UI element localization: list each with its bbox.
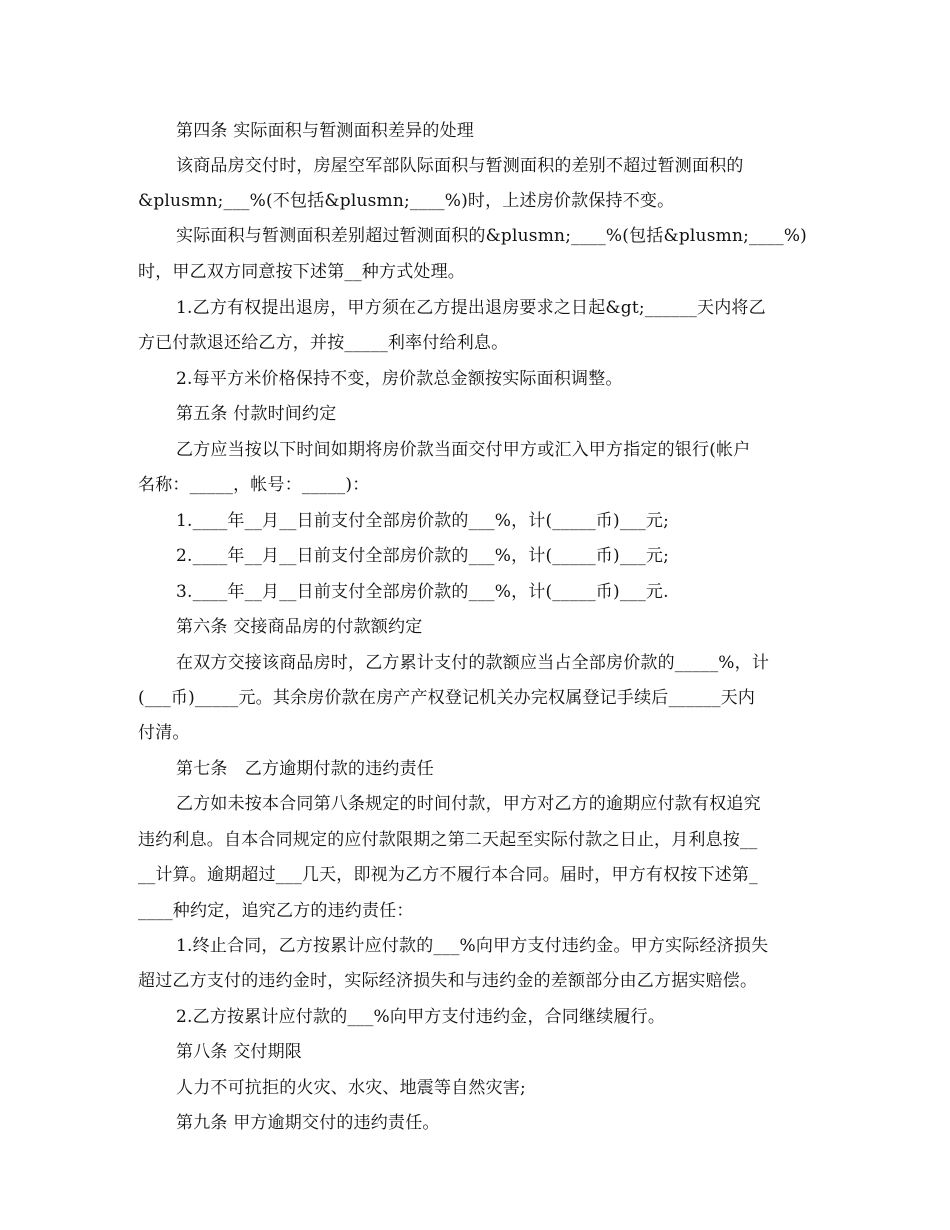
- paragraph-line: __计算。逾期超过___几天，即视为乙方不履行本合同。届时，甲方有权按下述第_: [138, 865, 758, 885]
- section-heading-article-5: 第五条 付款时间约定: [176, 404, 337, 424]
- section-heading-article-9: 第九条 甲方逾期交付的违约责任。: [176, 1113, 440, 1133]
- paragraph-line: 在双方交接该商品房时，乙方累计支付的款额应当占全部房价款的_____%，计: [176, 653, 770, 673]
- section-heading-article-7: 第七条 乙方逾期付款的违约责任: [176, 759, 434, 779]
- paragraph-line: 该商品房交付时，房屋空军部队际面积与暂测面积的差别不超过暂测面积的: [176, 156, 744, 176]
- list-item: 3.____年__月__日前支付全部房价款的___%，计(_____币)___元.: [176, 582, 669, 602]
- paragraph-line: &plusmn;___%(不包括&plusmn;____%)时，上述房价款保持不变。: [138, 191, 675, 211]
- list-item: 1.乙方有权提出退房，甲方须在乙方提出退房要求之日起&gt;______天内将乙: [176, 298, 766, 318]
- paragraph-line: 人力不可抗拒的火灾、水灾、地震等自然灾害;: [176, 1078, 526, 1098]
- paragraph-line: (___币)_____元。其余房价款在房产产权登记机关办完权属登记手续后______天内: [138, 688, 756, 708]
- list-item: 2.____年__月__日前支付全部房价款的___%，计(_____币)___元;: [176, 546, 670, 566]
- paragraph-line: 实际面积与暂测面积差别超过暂测面积的&plusmn;____%(包括&plusmn;____%): [176, 226, 808, 246]
- list-item: 1.____年__月__日前支付全部房价款的___%，计(_____币)___元;: [176, 511, 670, 531]
- paragraph-line: 付清。: [138, 723, 190, 743]
- section-heading-article-8: 第八条 交付期限: [176, 1042, 303, 1062]
- list-item: 1.终止合同，乙方按累计应付款的___%向甲方支付违约金。甲方实际经济损失: [176, 936, 769, 956]
- paragraph-line: 违约利息。自本合同规定的应付款限期之第二天起至实际付款之日止，月利息按__: [138, 830, 758, 850]
- paragraph-line: 超过乙方支付的违约金时，实际经济损失和与违约金的差额部分由乙方据实赔偿。: [138, 971, 758, 991]
- section-heading-article-4: 第四条 实际面积与暂测面积差异的处理: [176, 121, 475, 141]
- section-heading-article-6: 第六条 交接商品房的付款额约定: [176, 617, 423, 637]
- paragraph-line: 方已付款退还给乙方，并按_____利率付给利息。: [138, 333, 509, 353]
- list-item: 2.每平方米价格保持不变，房价款总金额按实际面积调整。: [176, 369, 623, 389]
- paragraph-line: 名称：_____，帐号：_____)：: [138, 475, 370, 495]
- paragraph-line: 乙方如未按本合同第八条规定的时间付款，甲方对乙方的逾期应付款有权追究: [176, 794, 761, 814]
- paragraph-line: 乙方应当按以下时间如期将房价款当面交付甲方或汇入甲方指定的银行(帐户: [176, 440, 751, 460]
- list-item: 2.乙方按累计应付款的___%向甲方支付违约金，合同继续履行。: [176, 1007, 666, 1027]
- paragraph-line: 时，甲乙双方同意按下述第__种方式处理。: [138, 262, 465, 282]
- paragraph-line: ____种约定，追究乙方的违约责任：: [138, 901, 414, 921]
